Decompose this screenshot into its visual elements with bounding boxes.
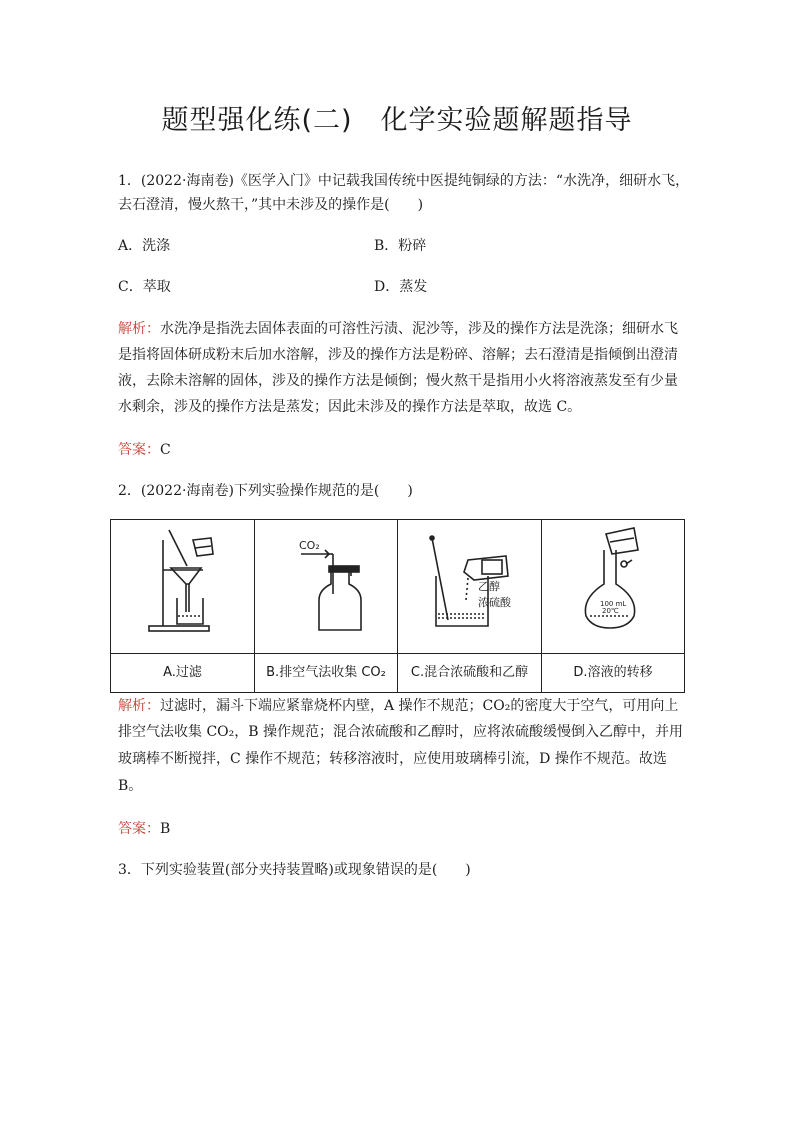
caption-b: B.排空气法收集 CO₂ — [255, 654, 398, 692]
caption-d: D.溶液的转移 — [573, 665, 653, 680]
fig-b-co2-label: CO₂ — [299, 539, 320, 552]
page-title: 题型强化练(二) 化学实验题解题指导 — [161, 105, 633, 136]
q2-analysis-text1: 过滤时，漏斗下端应紧靠烧杯内壁，A 操作不规范；CO₂的密度大于空气，可用向上 — [160, 698, 679, 714]
q2-analysis-line2: 排空气法收集 CO₂，B 操作规范；混合浓硫酸和乙醇时，应将浓硫酸缓慢倒入乙醇中，并用 — [118, 724, 683, 740]
mixing-acid-ethanol-figure — [398, 520, 541, 652]
q2-stem: 2．(2022·海南卷)下列实验操作规范的是( ) — [118, 483, 413, 499]
q1-analysis-line1 — [118, 318, 678, 338]
fig-d-volume-label: 100 mL — [600, 600, 627, 608]
figure-b-cell — [255, 520, 398, 653]
figure-c-cell — [398, 520, 542, 653]
figure-d-cell — [542, 520, 684, 653]
q1-analysis-line3: 液，去除未溶解的固体，涉及的操作方法是倾倒；慢火熬干是指用小火将溶液蒸发至有少量 — [118, 373, 678, 389]
q1-option-d: D．蒸发 — [374, 279, 428, 295]
q2-answer — [118, 818, 170, 838]
solution-transfer-figure — [542, 520, 684, 652]
q1-analysis-line4: 水剩余，涉及的操作方法是蒸发；因此未涉及的操作方法是萃取，故选 C。 — [118, 399, 582, 415]
q1-analysis-text1: 水洗净是指洗去固体表面的可溶性污渍、泥沙等，涉及的操作方法是洗涤；细研水飞 — [160, 321, 678, 337]
q1-option-b: B．粉碎 — [374, 238, 427, 254]
q1-answer-label: 答案： — [118, 442, 160, 458]
caption-a: A.过滤 — [111, 654, 255, 692]
q2-figure-table — [110, 519, 685, 693]
gas-collection-apparatus-figure — [255, 520, 397, 652]
q2-analysis-label: 解析： — [118, 698, 160, 714]
q1-option-c: C．萃取 — [118, 279, 171, 295]
q2-answer-label: 答案： — [118, 821, 160, 837]
fig-d-temp-label: 20℃ — [602, 607, 619, 615]
q1-answer-value: C — [160, 442, 171, 458]
q2-analysis-line3: 玻璃棒不断搅拌，C 操作不规范；转移溶液时，应使用玻璃棒引流，D 操作不规范。故选 — [118, 751, 667, 767]
q1-analysis-label: 解析： — [118, 321, 160, 337]
q2-answer-value: B — [160, 821, 171, 837]
q1-option-a: A．洗涤 — [118, 238, 171, 254]
q1-stem-line2: 去石澄清，慢火熬干，”其中未涉及的操作是( ) — [118, 197, 424, 213]
fig-c-acid-label: 浓硫酸 — [478, 596, 511, 609]
q1-stem-line1: 1．(2022·海南卷)《医学入门》中记载我国传统中医提纯铜绿的方法：“水洗净，细研水飞， — [118, 173, 690, 189]
q1-analysis-line2: 是指将固体研成粉末后加水溶解，涉及的操作方法是粉碎、溶解；去石澄清是指倾倒出澄清 — [118, 347, 678, 363]
figure-a-cell — [111, 520, 255, 653]
q3-stem: 3．下列实验装置(部分夹持装置略)或现象错误的是( ) — [118, 862, 471, 878]
q1-answer — [118, 439, 171, 459]
filtration-apparatus-figure — [111, 520, 254, 652]
q2-analysis-line1 — [118, 695, 678, 715]
q2-analysis-line4: B。 — [118, 778, 143, 794]
caption-c: C.混合浓硫酸和乙醇 — [398, 654, 542, 692]
fig-c-ethanol-label: 乙醇 — [478, 580, 500, 593]
